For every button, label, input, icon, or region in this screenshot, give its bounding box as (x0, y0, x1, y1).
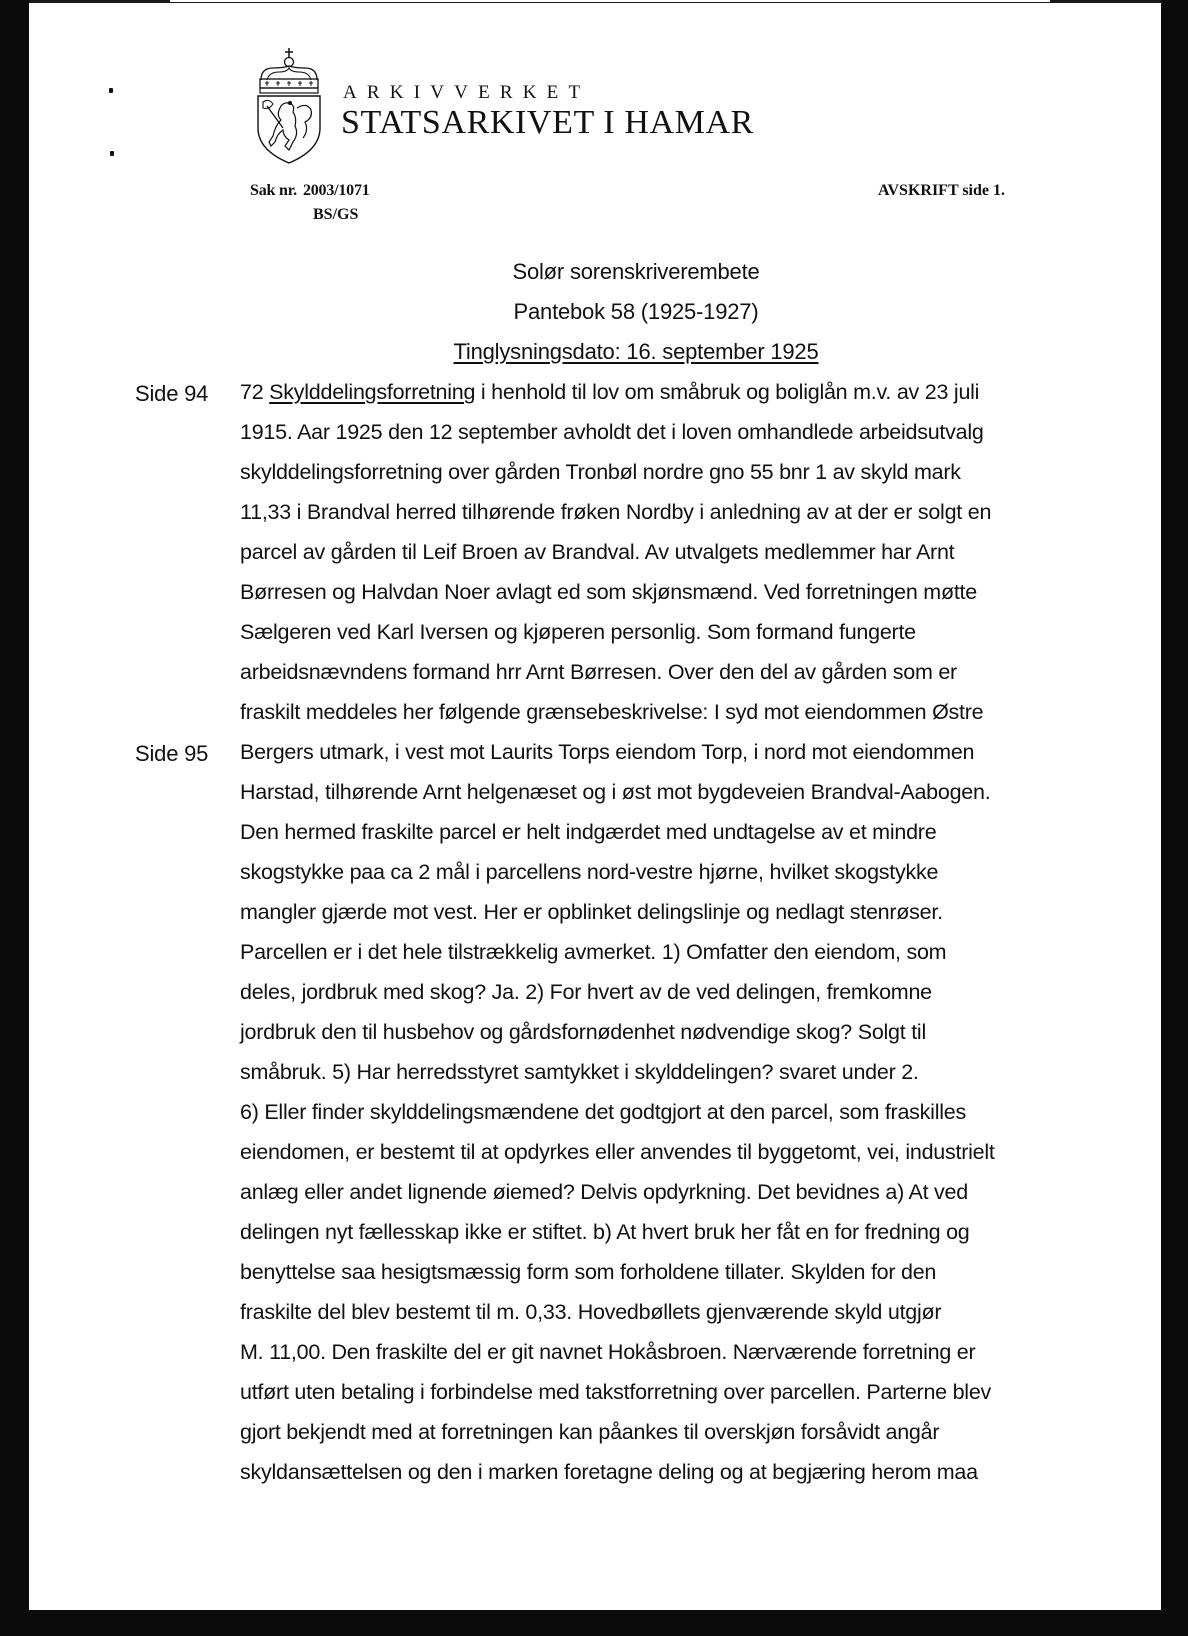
document-body (240, 378, 1140, 1498)
body-line: skylddelingsforretning over gården Tronbøl nordre gno 55 bnr 1 av skyld mark (240, 460, 961, 484)
entry-title: Skylddelingsforretning (269, 380, 476, 404)
margin-page-label: Side 94 (135, 381, 209, 406)
body-line: Sælgeren ved Karl Iversen og kjøperen personlig. Som formand fungerte (240, 620, 916, 644)
registration-date-heading (0, 339, 1188, 365)
body-line: 6) Eller finder skylddelingsmændene det godtgjort at den parcel, som fraskilles (240, 1100, 966, 1124)
body-line: Harstad, tilhørende Arnt helgenæset og i øst mot bygdeveien Brandval-Aabogen. (240, 780, 991, 804)
registration-date-text: Tinglysningsdato: 16. september 1925 (453, 339, 819, 364)
body-line: gjort bekjendt med at forretningen kan påankes til overskjøn forsåvidt angår (240, 1420, 940, 1444)
body-line: småbruk. 5) Har herredsstyret samtykket i skylddelingen? svaret under 2. (240, 1060, 919, 1084)
body-line: utført uten betaling i forbindelse med takstforretning over parcellen. Parterne blev (240, 1380, 992, 1404)
body-line: skyldansættelsen og den i marken foretagne deling og at begjæring herom maa (240, 1460, 978, 1484)
body-line: eiendomen, er bestemt til at opdyrkes eller anvendes til byggetomt, vei, industrielt (240, 1140, 995, 1164)
body-line: Parcellen er i det hele tilstrækkelig avmerket. 1) Omfatter den eiendom, som (240, 940, 947, 964)
body-line: skogstykke paa ca 2 mål i parcellens nord-vestre hjørne, hvilket skogstykke (240, 860, 939, 884)
body-line (240, 378, 1140, 418)
body-line: fraskilte del blev bestemt til m. 0,33. Hovedbøllets gjenværende skyld utgjør (240, 1300, 942, 1324)
organization-name: ARKIVVERKET (343, 82, 591, 103)
body-line: Børresen og Halvdan Noer avlagt ed som skjønsmænd. Ved forretningen møtte (240, 580, 977, 604)
body-line: Den hermed fraskilte parcel er helt indgærdet med undtagelse av et mindre (240, 820, 937, 844)
scan-border-bottom (0, 1610, 1188, 1636)
body-line: deles, jordbruk med skog? Ja. 2) For hvert av de ved delingen, fremkomne (240, 980, 932, 1004)
entry-number: 72 (240, 380, 264, 404)
office-heading (0, 259, 1188, 285)
body-line: 1915. Aar 1925 den 12 september avholdt det i loven omhandlede arbeidsutvalg (240, 420, 984, 444)
body-line: delingen nyt fællesskap ikke er stiftet. b) At hvert bruk her fåt en for fredning og (240, 1220, 970, 1244)
body-line: jordbruk den til husbehov og gårdsfornødenhet nødvendige skog? Solgt til (240, 1020, 926, 1044)
margin-page-label: Side 95 (135, 741, 209, 766)
body-line: anlæg eller andet lignende øiemed? Delvis opdyrkning. Det bevidnes a) At ved (240, 1180, 968, 1204)
copy-page-label: AVSKRIFT side 1. (878, 182, 1005, 199)
scan-speck (109, 88, 113, 93)
institution-name: STATSARKIVET I HAMAR (341, 104, 754, 141)
book-heading (0, 299, 1188, 325)
case-number-value: 2003/1071 (302, 182, 370, 199)
body-line: fraskilt meddeles her følgende grænsebeskrivelse: I syd mot eiendommen Østre (240, 700, 984, 724)
coat-of-arms-icon (253, 46, 325, 166)
entry-first-line: i henhold til lov om småbruk og boliglån m.v. av 23 juli (475, 380, 980, 404)
case-number-label: Sak nr. (250, 182, 297, 199)
scan-border-left (0, 0, 29, 1636)
body-line: parcel av gården til Leif Broen av Brandval. Av utvalgets medlemmer har Arnt (240, 540, 955, 564)
scan-border-right (1161, 0, 1188, 1636)
body-line: Bergers utmark, i vest mot Laurits Torps eiendom Torp, i nord mot eiendommen (240, 740, 975, 764)
case-initials: BS/GS (313, 206, 359, 223)
book-heading-text: Pantebok 58 (1925-1927) (513, 299, 759, 324)
body-line: 11,33 i Brandval herred tilhørende frøken Nordby i anledning av at der er solgt en (240, 500, 992, 524)
body-line: arbeidsnævndens formand hrr Arnt Børresen. Over den del av gården som er (240, 660, 957, 684)
scan-speck (110, 151, 114, 156)
body-line: M. 11,00. Den fraskilte del er git navnet Hokåsbroen. Nærværende forretning er (240, 1340, 976, 1364)
body-line: mangler gjærde mot vest. Her er opblinket delingslinje og nedlagt stenrøser. (240, 900, 943, 924)
scan-border-top-gap (170, 0, 1050, 2)
office-heading-text: Solør sorenskriverembete (512, 259, 760, 284)
body-line: benyttelse saa hesigtsmæssig form som forholdene tillater. Skylden for den (240, 1260, 937, 1284)
case-number (250, 182, 370, 200)
